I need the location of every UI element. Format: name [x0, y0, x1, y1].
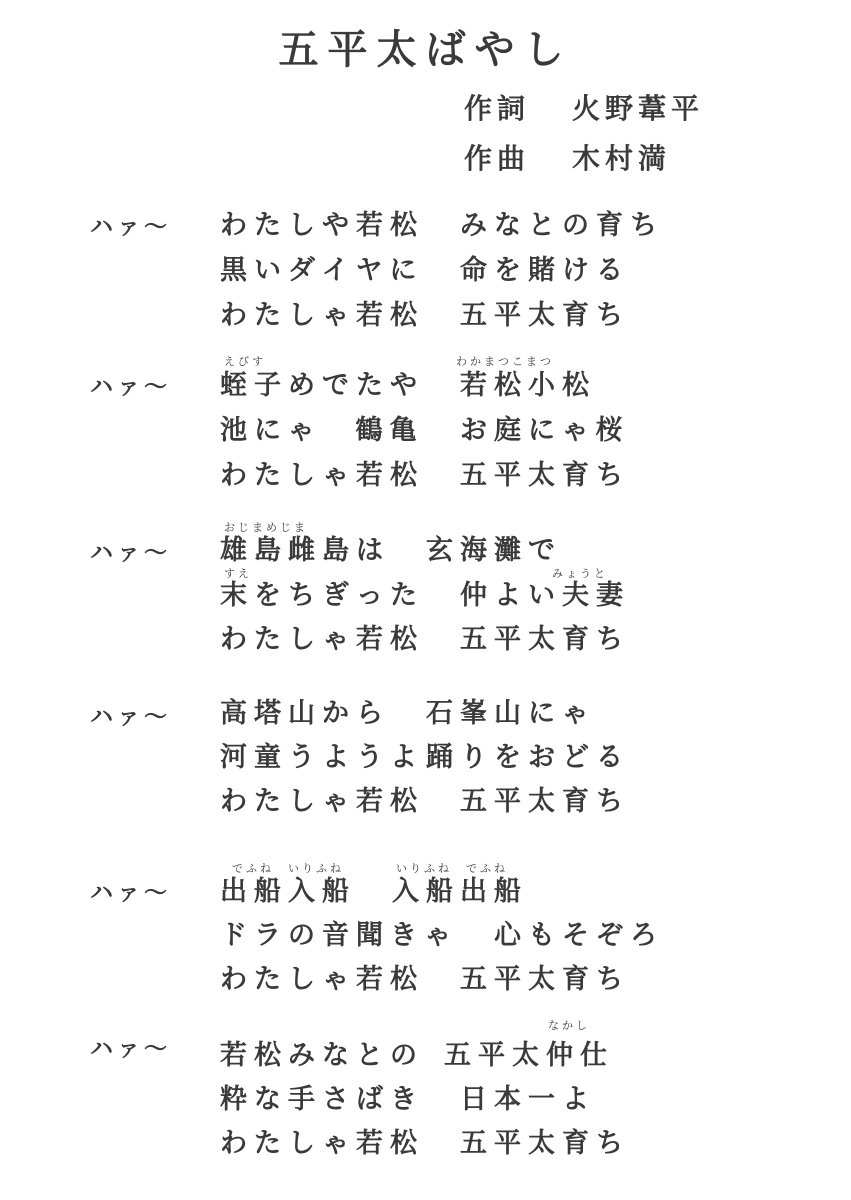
- verse-5-line-3-b: 五平太育ち: [460, 964, 630, 995]
- verse-5-line-2-a: ドラの音聞きゃ: [220, 920, 458, 951]
- verse-2-line-1-b: 若松小松: [460, 370, 596, 401]
- music-label: 作曲: [464, 142, 531, 175]
- verse-4-line-1-b: 石峯山にゃ: [426, 698, 596, 729]
- composer-name: 木村満: [572, 142, 672, 175]
- verse-6-line-3-a: わたしゃ若松: [220, 1128, 424, 1159]
- verse-5-call: ハァ〜: [90, 879, 171, 906]
- verse-3-ruby-1: おじまめじま: [224, 521, 308, 534]
- verse-2-call: ハァ〜: [90, 373, 171, 400]
- verse-2-ruby-2: わかまつこまつ: [456, 355, 554, 368]
- verse-3-call: ハァ〜: [90, 539, 171, 566]
- verse-2-ruby-1: えびす: [224, 355, 266, 368]
- verse-4-line-3-a: わたしゃ若松: [220, 786, 424, 817]
- verse-1-call: ハァ〜: [90, 213, 171, 240]
- verse-3-line-3-b: 五平太育ち: [460, 624, 630, 655]
- verse-6-line-2-b: 日本一よ: [460, 1084, 596, 1115]
- verse-3-line-1-b: 玄海灘で: [426, 535, 562, 566]
- lyrics-label: 作詞: [464, 92, 531, 125]
- verse-2-line-1-a: 蛭子めでたや: [220, 370, 424, 401]
- verse-3-line-3-a: わたしゃ若松: [220, 624, 424, 655]
- verse-1-line-2-b: 命を賭ける: [460, 255, 630, 286]
- verse-2-line-2-a: 池にゃ 鶴亀: [220, 415, 424, 446]
- verse-3-ruby-2: すえ: [224, 567, 252, 580]
- verse-4-line-3-b: 五平太育ち: [460, 786, 630, 817]
- verse-4-call: ハァ〜: [90, 703, 171, 730]
- verse-5-line-1-a: 出船入船: [220, 876, 356, 907]
- verse-3-line-2-a: 末をちぎった: [220, 580, 424, 611]
- verse-4-line-1-a: 高塔山から: [220, 698, 390, 729]
- composer-credit: [464, 142, 671, 176]
- verse-2-line-3-b: 五平太育ち: [460, 460, 630, 491]
- verse-5-line-1-b: 入船出船: [392, 876, 528, 907]
- verse-2-line-3-a: わたしゃ若松: [220, 460, 424, 491]
- verse-3-line-2-b: 仲よい夫妻: [460, 580, 630, 611]
- verse-3-line-1-a: 雄島雌島は: [220, 535, 390, 566]
- song-title: 五平太ばやし: [278, 26, 573, 73]
- verse-6-ruby-1: なかし: [548, 1019, 590, 1032]
- lyricist-name: 火野葦平: [572, 92, 705, 125]
- verse-1-line-3-b: 五平太育ち: [460, 300, 630, 331]
- verse-6-line-2-a: 粋な手さばき: [220, 1084, 424, 1115]
- verse-2-line-2-b: お庭にゃ桜: [460, 415, 630, 446]
- verse-5-ruby-1: でふね いりふね: [232, 862, 344, 875]
- lyricist-credit: [464, 92, 704, 126]
- verse-1-line-1-b: みなとの育ち: [460, 210, 664, 241]
- verse-6-line-1-a: 若松みなとの: [220, 1040, 424, 1071]
- verse-3-ruby-3: みょうと: [552, 567, 608, 580]
- verse-1-line-3-a: わたしゃ若松: [220, 300, 424, 331]
- verse-6-line-1-b: 五平太仲仕: [444, 1040, 614, 1071]
- verse-6-call: ハァ〜: [90, 1035, 171, 1062]
- verse-1-line-2-a: 黒いダイヤに: [220, 255, 424, 286]
- verse-4-line-2-b: 踊りをおどる: [426, 742, 630, 773]
- verse-5-line-2-b: 心もそぞろ: [494, 920, 664, 951]
- verse-5-ruby-2: いりふね でふね: [396, 862, 508, 875]
- verse-5-line-3-a: わたしゃ若松: [220, 964, 424, 995]
- verse-6-line-3-b: 五平太育ち: [460, 1128, 630, 1159]
- verse-1-line-1-a: わたしや若松: [220, 210, 424, 241]
- verse-4-line-2-a: 河童うようよ: [220, 742, 424, 773]
